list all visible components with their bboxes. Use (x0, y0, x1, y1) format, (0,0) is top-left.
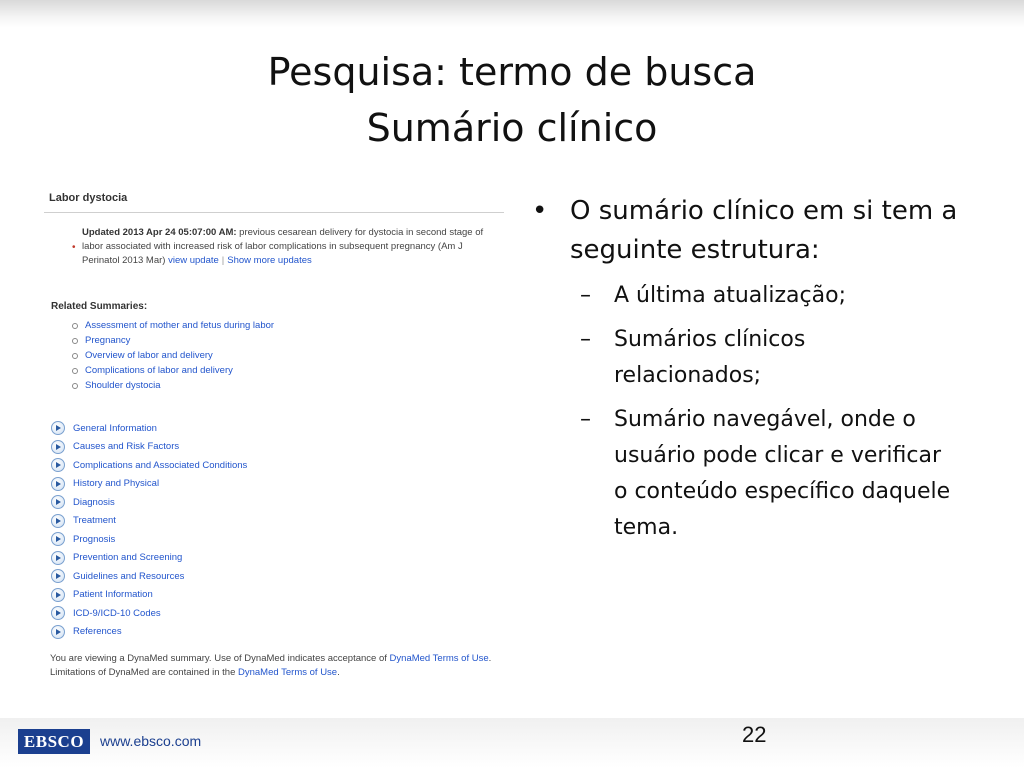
sub-bullet-item (532, 278, 992, 314)
dash-icon: – (580, 407, 591, 432)
nav-section-label: Guidelines and Resources (73, 570, 185, 582)
sub-bullet-text: A última atualização; (614, 283, 846, 308)
title-line-2: Sumário clínico (366, 106, 658, 150)
show-more-updates-link[interactable]: Show more updates (227, 255, 312, 266)
sub-bullet-item (532, 322, 992, 394)
terms-of-use-link[interactable]: DynaMed Terms of Use (389, 653, 489, 664)
play-circle-icon (51, 421, 65, 435)
terms-of-use-link[interactable]: DynaMed Terms of Use (238, 667, 338, 678)
ebsco-logo: EBSCO (18, 729, 90, 754)
update-bullet-icon: • (72, 242, 76, 253)
update-text: previous cesarean delivery for dystocia in second stage of labor associated with increased risk of labor complications in subsequent pregnancy (Am J Perinatol 2013 Mar) (82, 227, 484, 266)
play-circle-icon (51, 477, 65, 491)
related-summary-link[interactable]: Pregnancy (72, 333, 274, 348)
nav-section-guidelines[interactable] (51, 567, 247, 586)
related-summary-link[interactable]: Complications of labor and delivery (72, 363, 274, 378)
nav-section-icd-codes[interactable] (51, 604, 247, 623)
slide-title (0, 44, 1024, 156)
top-gradient-bar (0, 0, 1024, 28)
website-link[interactable]: www.ebsco.com (100, 733, 202, 749)
nav-section-prognosis[interactable] (51, 530, 247, 549)
nav-section-label: History and Physical (73, 478, 160, 490)
related-summary-link[interactable]: Overview of labor and delivery (72, 348, 274, 363)
play-circle-icon (51, 606, 65, 620)
nav-section-patient-information[interactable] (51, 586, 247, 605)
topic-heading: Labor dystocia (49, 192, 128, 204)
update-label: Updated 2013 Apr 24 05:07:00 AM: (82, 227, 237, 238)
nav-section-label: Patient Information (73, 589, 153, 601)
terms-text: . Limitations of DynaMed are contained in the (50, 653, 492, 678)
sub-bullet-text: Sumário navegável, onde o usuário pode clicar e verificar o conteúdo específico daquele tema. (614, 407, 951, 540)
play-circle-icon (51, 551, 65, 565)
play-circle-icon (51, 588, 65, 602)
nav-section-label: ICD-9/ICD-10 Codes (73, 607, 161, 619)
page-number: 22 (742, 722, 767, 747)
terms-text: You are viewing a DynaMed summary. Use of DynaMed indicates acceptance of (50, 653, 390, 664)
nav-section-history[interactable] (51, 475, 247, 494)
nav-section-label: References (73, 626, 122, 638)
nav-section-treatment[interactable] (51, 512, 247, 531)
bullet-text: O sumário clínico em si tem a seguinte estrutura: (570, 196, 958, 265)
play-circle-icon (51, 440, 65, 454)
play-circle-icon (51, 625, 65, 639)
nav-section-label: Treatment (73, 515, 116, 527)
nav-section-label: Prognosis (73, 533, 116, 545)
nav-section-references[interactable] (51, 623, 247, 642)
sub-bullet-item (532, 402, 992, 546)
sub-bullet-text: Sumários clínicos relacionados; (614, 327, 806, 388)
bullet-dot-icon: • (532, 196, 548, 226)
terms-notice (50, 652, 500, 680)
bullet-item (532, 192, 992, 270)
play-circle-icon (51, 495, 65, 509)
section-navigation (51, 419, 247, 641)
link-separator: | (221, 255, 225, 266)
latest-update (72, 226, 502, 268)
play-circle-icon (51, 458, 65, 472)
play-circle-icon (51, 532, 65, 546)
dash-icon: – (580, 283, 591, 308)
nav-section-label: Prevention and Screening (73, 552, 183, 564)
nav-section-label: Complications and Associated Conditions (73, 459, 248, 471)
nav-section-label: Causes and Risk Factors (73, 441, 180, 453)
bullet-list (532, 192, 992, 546)
dash-icon: – (580, 327, 591, 352)
view-update-link[interactable]: view update (168, 255, 219, 266)
nav-section-prevention[interactable] (51, 549, 247, 568)
related-summaries-heading: Related Summaries: (51, 301, 148, 312)
nav-section-label: Diagnosis (73, 496, 115, 508)
nav-section-general-information[interactable] (51, 419, 247, 438)
related-summary-link[interactable]: Shoulder dystocia (72, 378, 274, 393)
nav-section-label: General Information (73, 422, 157, 434)
terms-text: . (337, 667, 340, 678)
nav-section-diagnosis[interactable] (51, 493, 247, 512)
related-summary-link[interactable]: Assessment of mother and fetus during labor (72, 318, 274, 333)
nav-section-complications[interactable] (51, 456, 247, 475)
play-circle-icon (51, 569, 65, 583)
topic-divider (44, 212, 504, 213)
dynamed-screenshot (44, 184, 509, 684)
play-circle-icon (51, 514, 65, 528)
title-line-1: Pesquisa: termo de busca (267, 50, 757, 94)
nav-section-causes[interactable] (51, 438, 247, 457)
related-summaries-list (72, 318, 274, 393)
